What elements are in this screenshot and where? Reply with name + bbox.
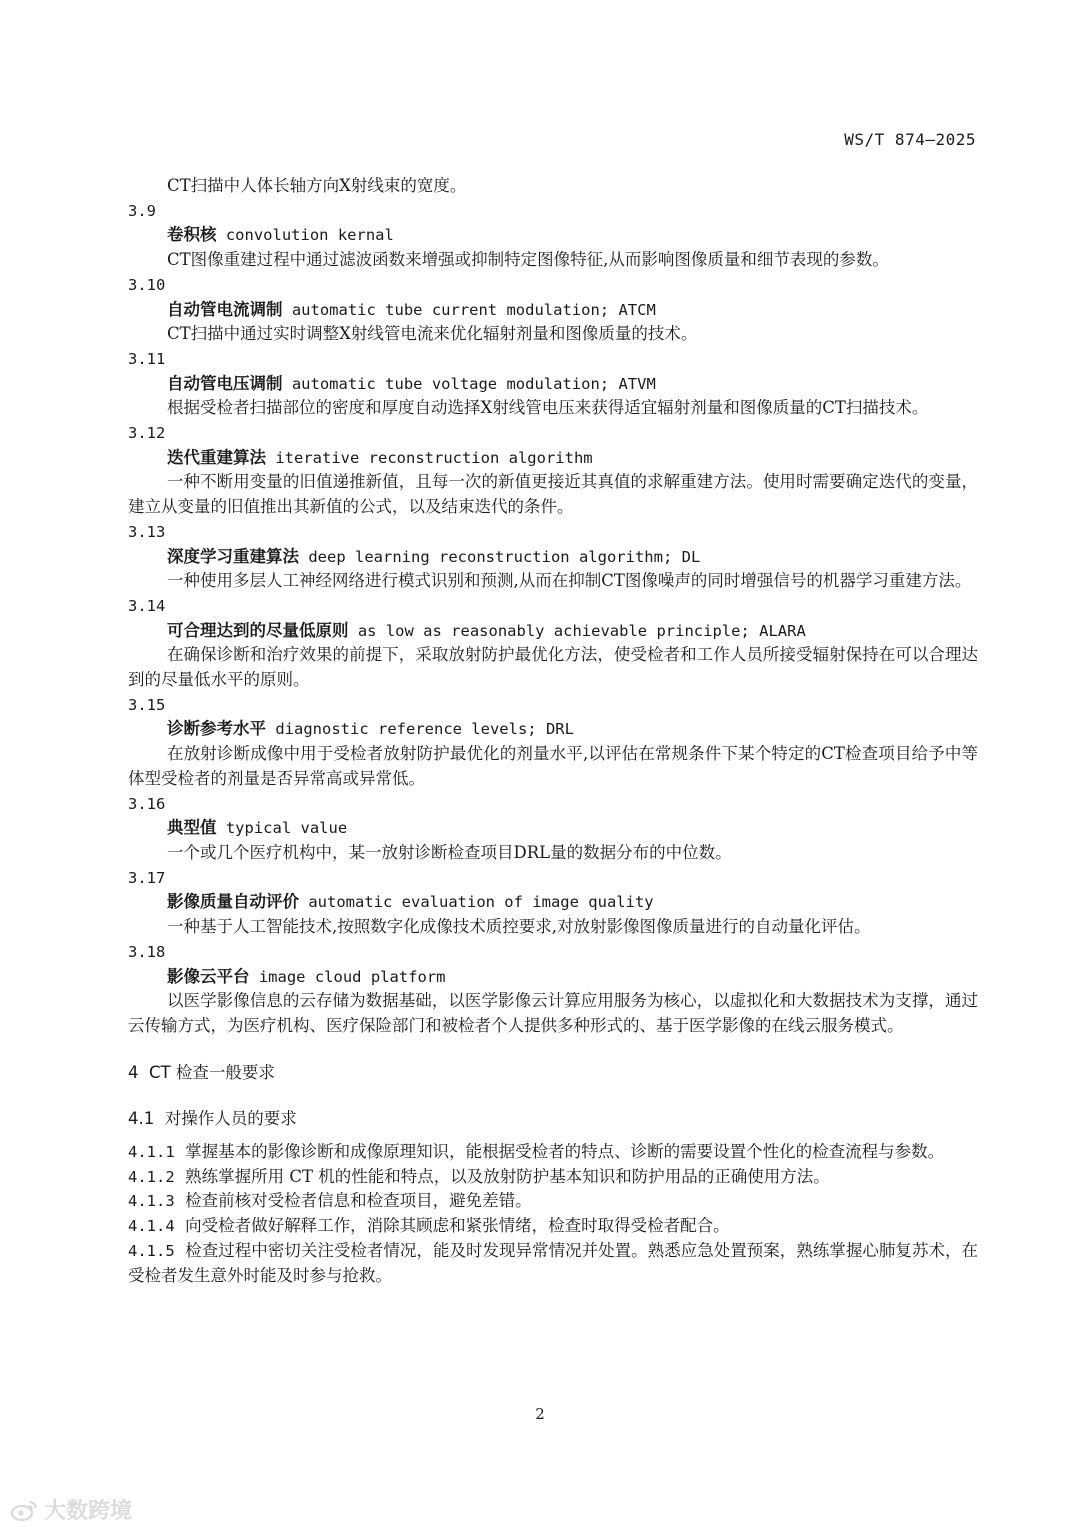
- term-en: as low as reasonably achievable principle; ALARA: [357, 621, 806, 640]
- weibo-logo-icon: [10, 1498, 40, 1522]
- term-definition: 一个或几个医疗机构中，某一放射诊断检查项目DRL量的数据分布的中位数。: [167, 842, 732, 862]
- term-zh: 典型值: [167, 818, 217, 838]
- requirement-item: [128, 1214, 978, 1239]
- term-number: 3.17: [128, 868, 166, 887]
- term-en: automatic tube voltage modulation; ATVM: [291, 374, 656, 393]
- term-definition: CT图像重建过程中通过滤波函数来增强或抑制特定图像特征,从而影响图像质量和细节表现的参数。: [167, 250, 889, 270]
- term-en: iterative reconstruction algorithm: [275, 448, 593, 467]
- term-heading: [128, 816, 978, 841]
- term-definition: 在放射诊断成像中用于受检者放射防护最优化的剂量水平,以评估在常规条件下某个特定的CT检查项目给予中等体型受检者的剂量是否异常高或异常低。: [128, 744, 978, 788]
- term-definition: 一种使用多层人工神经网络进行模式识别和预测,从而在抑制CT图像噪声的同时增强信号的机器学习重建方法。: [167, 571, 972, 591]
- term-en: diagnostic reference levels; DRL: [275, 720, 574, 739]
- requirement-item: [128, 1189, 978, 1214]
- term-zh: 自动管电流调制: [167, 299, 283, 319]
- term-heading: [128, 223, 978, 248]
- term-heading: [128, 619, 978, 644]
- term-definition: 根据受检者扫描部位的密度和厚度自动选择X射线管电压来获得适宜辐射剂量和图像质量的CT扫描技术。: [167, 398, 929, 418]
- term-zh: 自动管电压调制: [167, 373, 283, 393]
- term-zh: 迭代重建算法: [167, 447, 266, 467]
- term-number: 3.13: [128, 522, 166, 541]
- watermark: [10, 1494, 132, 1525]
- requirement-number: 4.1.5: [128, 1241, 175, 1260]
- term-definition: CT扫描中通过实时调整X射线管电流来优化辐射剂量和图像质量的技术。: [167, 324, 698, 344]
- term-definition: 以医学影像信息的云存储为数据基础，以医学影像云计算应用服务为核心，以虚拟化和大数据技术为支撑，通过云传输方式，为医疗机构、医疗保险部门和被检者个人提供多种形式的、基于医学影像的在线云服务模式。: [128, 991, 978, 1035]
- term-definition: 一种不断用变量的旧值递推新值，且每一次的新值更接近其真值的求解重建方法。使用时需要确定迭代的变量，建立从变量的旧值推出其新值的公式，以及结束迭代的条件。: [128, 472, 978, 517]
- term-definition: 一种基于人工智能技术,按照数字化成像技术质控要求,对放射影像图像质量进行的自动量化评估。: [167, 917, 871, 937]
- requirement-item: [128, 1165, 978, 1190]
- term-zh: 可合理达到的尽量低原则: [167, 620, 349, 640]
- term-heading: [128, 717, 978, 742]
- subsection-heading: [128, 1107, 978, 1132]
- term-en: image cloud platform: [258, 967, 446, 986]
- term-number: 3.16: [128, 794, 166, 813]
- term-number: 3.12: [128, 424, 166, 443]
- watermark-text: 大数跨境: [44, 1499, 133, 1524]
- term-zh: 卷积核: [167, 225, 217, 245]
- term-en: convolution kernal: [225, 226, 394, 245]
- continued-definition: CT扫描中人体长轴方向X射线束的宽度。: [167, 176, 467, 195]
- term-number: 3.14: [128, 596, 166, 615]
- requirement-text: 掌握基本的影像诊断和成像原理知识，能根据受检者的特点、诊断的需要设置个性化的检查流程与参数。: [185, 1142, 945, 1162]
- term-heading: [128, 890, 978, 915]
- requirement-text: 向受检者做好解释工作，消除其顾虑和紧张情绪，检查时取得受检者配合。: [185, 1216, 730, 1236]
- standard-number: WS/T 874—2025: [844, 130, 976, 149]
- requirement-text: 检查前核对受检者信息和检查项目，避免差错。: [185, 1191, 532, 1211]
- term-en: deep learning reconstruction algorithm; DL: [308, 547, 701, 566]
- term-definition: 在确保诊断和治疗效果的前提下，采取放射防护最优化方法，使受检者和工作人员所接受辐射保持在可以合理达到的尽量低水平的原则。: [128, 645, 978, 690]
- term-zh: 诊断参考水平: [167, 719, 266, 739]
- term-zh: 影像云平台: [167, 966, 250, 986]
- requirement-number: 4.1.2: [128, 1167, 175, 1186]
- section-title: CT 检查一般要求: [149, 1062, 275, 1082]
- section-number: 4: [128, 1062, 139, 1082]
- term-heading: [128, 446, 978, 471]
- term-zh: 深度学习重建算法: [167, 546, 299, 566]
- requirement-number: 4.1.1: [128, 1143, 175, 1162]
- term-heading: [128, 965, 978, 990]
- term-number: 3.18: [128, 942, 166, 961]
- term-en: automatic tube current modulation; ATCM: [291, 300, 656, 319]
- term-en: typical value: [225, 819, 348, 838]
- term-heading: [128, 545, 978, 570]
- subsection-number: 4.1: [128, 1109, 155, 1129]
- requirement-item: [128, 1140, 978, 1165]
- term-number: 3.15: [128, 695, 166, 714]
- requirement-number: 4.1.4: [128, 1217, 175, 1236]
- term-heading: [128, 372, 978, 397]
- subsection-title: 对操作人员的要求: [164, 1109, 297, 1129]
- section-heading: [128, 1061, 978, 1086]
- term-number: 3.10: [128, 275, 166, 294]
- requirement-item: [128, 1239, 978, 1288]
- requirement-number: 4.1.3: [128, 1192, 175, 1211]
- requirement-text: 检查过程中密切关注受检者情况，能及时发现异常情况并处置。熟悉应急处置预案，熟练掌握心肺复苏术，在受检者发生意外时能及时参与抢救。: [128, 1240, 978, 1285]
- term-number: 3.9: [128, 201, 156, 220]
- term-zh: 影像质量自动评价: [167, 892, 299, 912]
- term-heading: [128, 298, 978, 323]
- term-en: automatic evaluation of image quality: [308, 893, 654, 912]
- term-number: 3.11: [128, 349, 166, 368]
- page-number: 2: [535, 1405, 545, 1423]
- document-body: [128, 174, 978, 1288]
- requirement-text: 熟练掌握所用 CT 机的性能和特点，以及放射防护基本知识和防护用品的正确使用方法。: [185, 1166, 830, 1186]
